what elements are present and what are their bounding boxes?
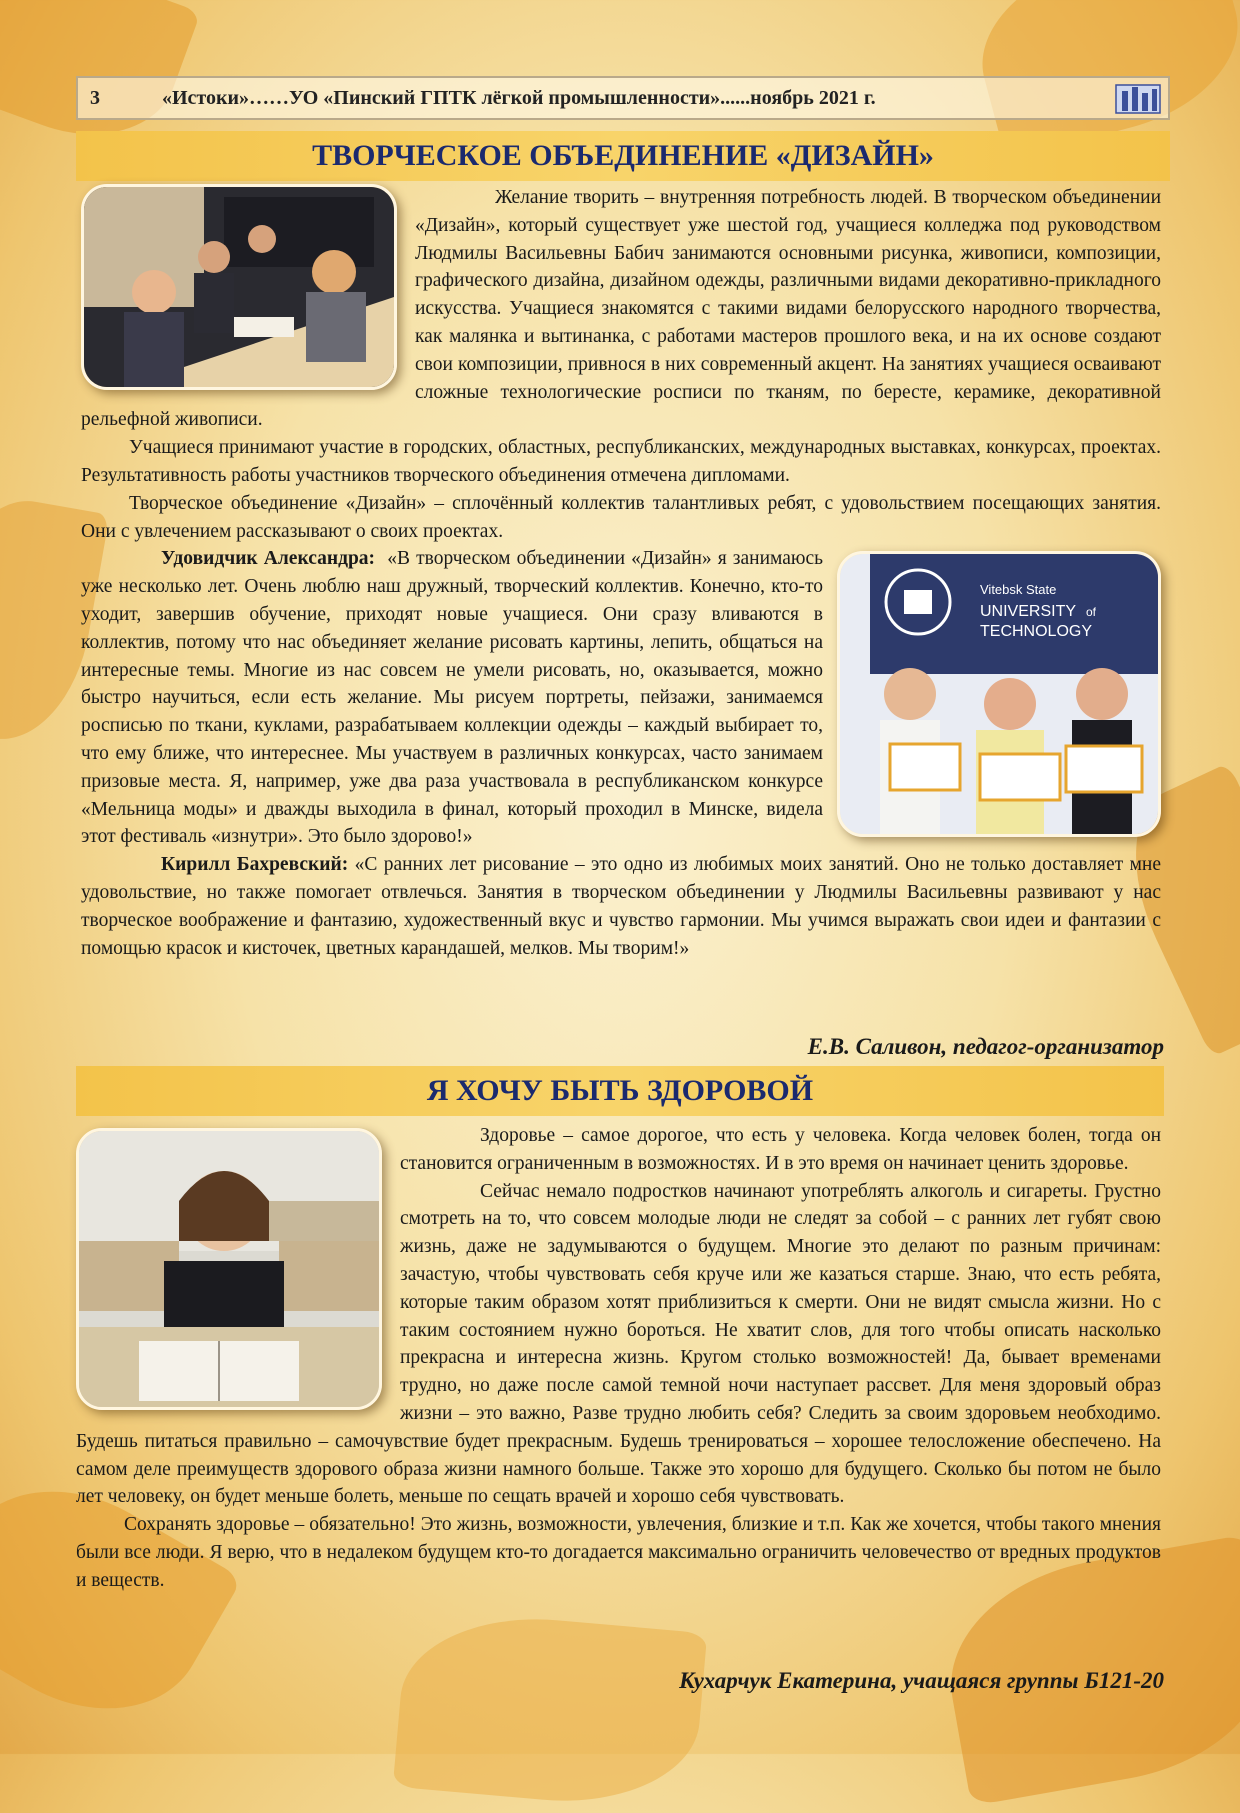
article1-paragraph-2: Учащиеся принимают участие в городских, областных, республиканских, международных выставках, конкурсах, проектах. Результативность работы участников творческого объединения отмечена дипломами. [81, 437, 1161, 486]
article2-heading-banner [76, 1066, 1164, 1116]
article1-heading: ТВОРЧЕСКОЕ ОБЪЕДИНЕНИЕ «ДИЗАЙН» [312, 139, 934, 172]
diploma-award-photo [837, 551, 1161, 837]
quote-kirill [81, 851, 1161, 962]
page-header [76, 76, 1170, 120]
quote-aleksandra-text: «В творческом объединении «Дизайн» я занимаюсь уже несколько лет. Очень люблю наш дружный, творческий коллектив. Конечно, кто-то уходит, завершив обучение, приходят новые учащиеся. Они сразу вливаются в коллектив, потому что нас объединяет желание рисовать картины, лепить, общаться на интересные темы. Многие из нас совсем не умели рисовать, но, оказывается, можно быстро научиться, если есть желание. Мы рисуем портреты, пейзажи, занимаемся росписью по ткани, куклами, разрабатываем коллекции одежды – каждый выбирает то, что ему ближе, что интереснее. Мы участвуем в различных конкурсах, часто занимаем призовые места. Я, например, уже два раза участвовала в республиканском конкурсе «Мельница моды» и дважды выходила в финал, который проходил в Минске, видела этот фестиваль «изнутри». Это было здорово!» [81, 548, 824, 848]
article2-signature: Кухарчук Екатерина, учащаяся группы Б121-20 [679, 1668, 1164, 1693]
article2-heading: Я ХОЧУ БЫТЬ ЗДОРОВОЙ [426, 1074, 814, 1107]
sign-text-of: of [1086, 605, 1097, 620]
quote-kirill-name: Кирилл Бахревский: [161, 854, 349, 876]
student-reading-photo [76, 1128, 382, 1410]
article1-paragraph-3: Творческое объединение «Дизайн» – сплочённый коллектив талантливых ребят, с удовольствием посещающих занятия. Они с увлечением рассказывают о своих проектах. [81, 492, 1161, 542]
article2-paragraph-3: Сохранять здоровье – обязательно! Это жизнь, возможности, увлечения, близкие и т.п. Как же хочется, чтобы такого мнения были все люди. Я верю, что в недалеком будущем кто-то догадается максимально ограничить человечество от вредных продуктов и веществ. [76, 1514, 1161, 1591]
art-class-photo [81, 184, 397, 390]
article1-body [81, 184, 1161, 962]
sign-text-3: TECHNOLOGY [980, 623, 1093, 641]
article1-heading-banner [76, 131, 1170, 181]
article2-body [76, 1122, 1161, 1595]
article2-paragraph-2: Сейчас немало подростков начинают употреблять алкоголь и сигареты. Грустно смотреть на то, что совсем молодые люди не следят за собой – с ранних лет губят свою жизнь, даже не задумываются о будущем. Многие это делают по разным причинам: зачастую, чтобы чувствовать себя круче или же казаться старше. Знаю, что есть ребята, которые таким образом хотят приблизиться к смерти. Они не видят смысла жизни. Но с таким состоянием нужно бороться. Не хватит слов, для того чтобы описать насколько прекрасна и интересна жизнь. Кругом столько возможностей! Да, бывает временами трудно, но даже после самой темной ночи наступает рассвет. Для меня здоровый образ жизни – это важно, Разве трудно любить себя? Следить за своим здоровьем необходимо. Будешь питаться правильно – самочувствие будет прекрасным. Будешь тренироваться – хорошее телосложение обеспечено. На самом деле преимуществ здорового образа жизни намного больше. Также это хорошо для будущего. Сколько бы потом не было лет человеку, он будет меньше болеть, меньше по сещать врачей и хорошо себя чувствовать. [76, 1180, 1161, 1508]
article1-signature: Е.В. Саливон, педагог-организатор [807, 1034, 1164, 1059]
page-number: 3 [90, 87, 100, 109]
article2-paragraph-1: Здоровье – самое дорогое, что есть у человека. Когда человек болен, тогда он становится ограниченным в возможностях. И в это время он начинает ценить здоровье. [400, 1125, 1161, 1174]
quote-kirill-text: «С ранних лет рисование – это одно из любимых моих занятий. Оно не только доставляет мне удовольствие, но также помогает отвлечься. Занятия в творческом объединении у Людмилы Васильевны развивают у нас творческое воображение и фантазию, художественный вкус и чувство гармонии. Мы учимся выражать свои идеи и фантазии с помощью красок и кисточек, цветных карандашей, мелков. Мы творим!» [81, 854, 1161, 959]
sign-text-1: Vitebsk State [980, 582, 1057, 598]
issue-title: «Истоки»……УО «Пинский ГПТК лёгкой промышленности»......ноябрь 2021 г. [162, 87, 876, 109]
sign-text-2: UNIVERSITY [980, 603, 1077, 621]
quote-aleksandra-name: Удовидчик Александра: [161, 548, 376, 570]
college-logo-icon [1114, 81, 1162, 115]
article1-paragraph-1: Желание творить – внутренняя потребность людей. В творческом объединении «Дизайн», который существует уже шестой год, учащиеся колледжа под руководством Людмилы Васильевны Бабич занимаются основными рисунка, живописи, композиции, графического дизайна, дизайном одежды, различными видами декоративно-прикладного искусства. Учащиеся знакомятся с такими видами белорусского народного творчества, как малянка и вытинанка, с работами мастеров прошлого века, и на их основе создают свои композиции, привнося в них современный акцент. На занятиях учащиеся осваивают сложные технологические росписи по тканям, по бересте, керамике, декоративной рельефной живописи. [81, 187, 1161, 431]
